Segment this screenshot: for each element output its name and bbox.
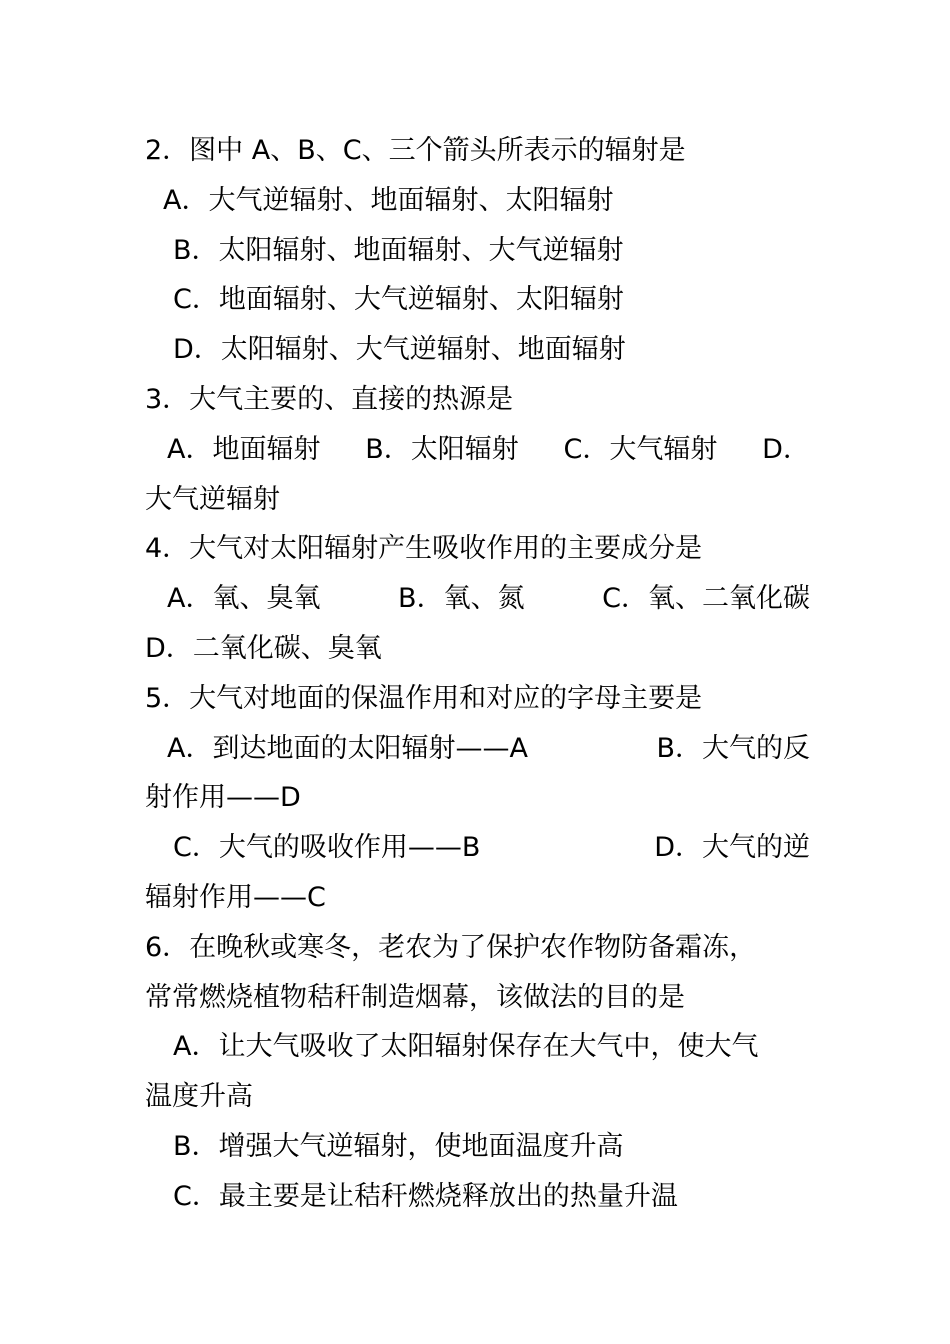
question-2-option-c: C．地面辐射、大气逆辐射、太阳辐射 [173, 284, 624, 316]
question-5-option-d: D．大气的逆 [654, 832, 810, 864]
question-6-option-a: A．让大气吸收了太阳辐射保存在大气中，使大气 [173, 1031, 759, 1063]
question-5-option-b-wrap: 射作用——D [145, 782, 301, 814]
question-4-option-a: A．氧、臭氧 [167, 583, 321, 615]
question-2-option-d: D．太阳辐射、大气逆辐射、地面辐射 [173, 334, 626, 366]
question-3-option-c: C．大气辐射 [563, 433, 718, 465]
question-3-options-row [145, 425, 810, 475]
question-3-option-a: A．地面辐射 [167, 433, 321, 465]
question-6-option-c: C．最主要是让秸秆燃烧释放出的热量升温 [173, 1180, 678, 1212]
question-4-options-row [145, 574, 810, 624]
question-5-option-c: C．大气的吸收作用——B [173, 832, 481, 864]
question-5-option-b: B．大气的反 [656, 732, 810, 764]
question-5-stem: 5．大气对地面的保温作用和对应的字母主要是 [145, 682, 703, 714]
question-4-option-d: D．二氧化碳、臭氧 [145, 632, 382, 664]
question-5-option-d-wrap: 辐射作用——C [145, 881, 326, 913]
question-3-option-d-wrap: 大气逆辐射 [145, 483, 280, 515]
question-5-options-row-2 [145, 823, 810, 873]
question-4-option-b: B．氧、氮 [398, 583, 525, 615]
question-5-options-row-1 [145, 724, 810, 774]
question-5-option-a: A．到达地面的太阳辐射——A [167, 732, 528, 764]
question-3-option-d: D． [762, 433, 810, 465]
question-4-stem: 4．大气对太阳辐射产生吸收作用的主要成分是 [145, 533, 703, 565]
question-2-option-b: B．太阳辐射、地面辐射、大气逆辐射 [173, 234, 624, 266]
question-6-option-a-wrap: 温度升高 [145, 1081, 253, 1113]
question-6-stem-line-1: 6．在晚秋或寒冬，老农为了保护农作物防备霜冻， [145, 931, 757, 963]
question-2-option-a: A．大气逆辐射、地面辐射、太阳辐射 [163, 184, 614, 216]
question-3-option-b: B．太阳辐射 [365, 433, 519, 465]
question-3-stem: 3．大气主要的、直接的热源是 [145, 383, 514, 415]
question-6-option-b: B．增强大气逆辐射，使地面温度升高 [173, 1130, 624, 1162]
question-2-stem: 2．图中 A、B、C、三个箭头所表示的辐射是 [145, 135, 686, 166]
question-6-stem-line-2: 常常燃烧植物秸秆制造烟幕，该做法的目的是 [145, 981, 685, 1013]
question-list [145, 126, 810, 1222]
question-4-option-c: C．氧、二氧化碳 [602, 583, 810, 615]
